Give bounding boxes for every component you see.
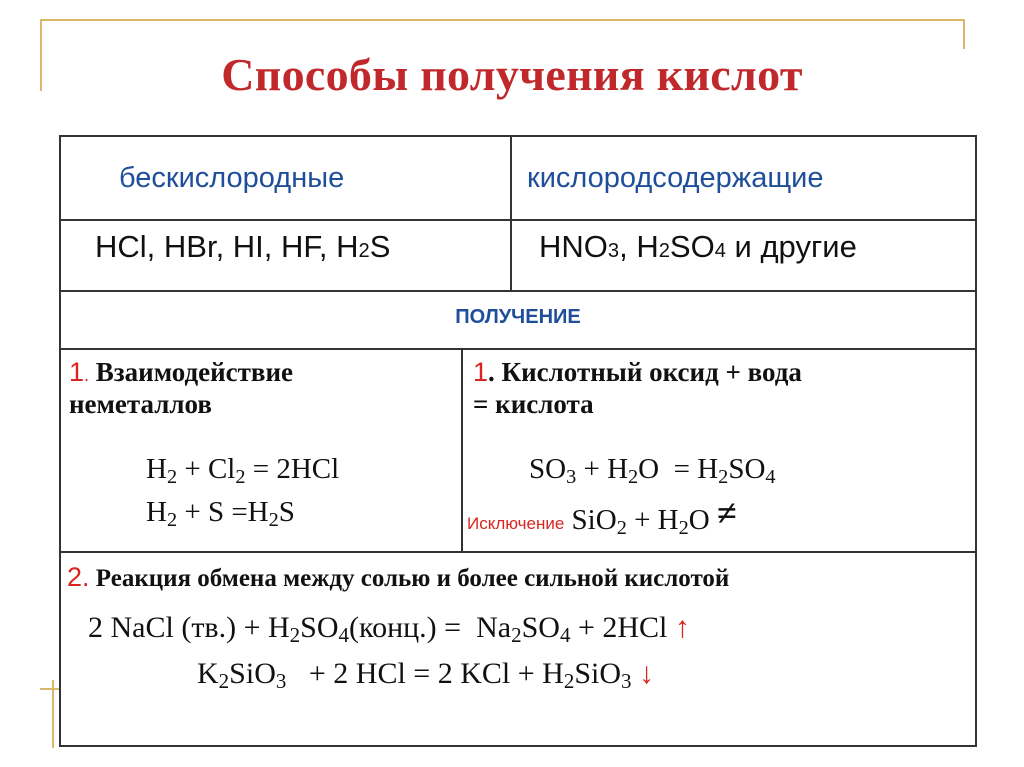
method2-equation-2: K2SiO3 + 2 HCl = 2 KCl + H2SiO3 ↓ [197, 657, 654, 694]
method1b-heading [473, 356, 802, 421]
acid-types-table [59, 135, 977, 292]
frame-line-right [963, 19, 965, 49]
table-divider-horizontal [61, 219, 975, 221]
method1-number: 1 [69, 357, 85, 387]
precipitate-down-arrow: ↓ [639, 657, 654, 690]
section-label: ПОЛУЧЕНИЕ [455, 306, 581, 328]
methods-row [59, 348, 977, 553]
exception-label: Исключение [467, 514, 565, 533]
section-header-row [59, 290, 977, 350]
method1b-heading-line1: . Кислотный оксид + вода [488, 357, 802, 387]
method1-dot: . [84, 365, 90, 385]
method2-row [59, 551, 977, 747]
frame-line-bottom-left-vertical [52, 680, 54, 748]
header-oxygen-containing: кислородсодержащие [527, 162, 824, 194]
examples-oxygen-free [95, 229, 390, 265]
method1b-number: 1 [473, 357, 489, 387]
method2-number: 2. [67, 562, 90, 592]
gas-up-arrow: ↑ [674, 611, 690, 644]
method1b-equation-1: SO3 + H2O = H2SO4 [529, 453, 776, 489]
frame-line-bottom-left [40, 688, 60, 690]
method1-heading-line2: неметаллов [69, 389, 212, 420]
method2-heading-text: Реакция обмена между солью и более сильной кислотой [95, 565, 730, 592]
header-oxygen-free: бескислородные [119, 162, 345, 194]
examples-left-text: HCl, HBr, HI, HF, H2S [95, 229, 391, 264]
method1-heading [69, 356, 293, 421]
method1b-exception: Исключение SiO2 + H2O ≠ [467, 493, 737, 540]
table-divider-vertical [510, 137, 512, 290]
method2-equation-1: 2 NaCl (тв.) + H2SO4(конц.) = Na2SO4 + 2HCl ↑ [88, 611, 690, 648]
method1b-heading-line2: = кислота [473, 389, 594, 420]
examples-right-text: HNO3, H2SO4 и другие [539, 229, 857, 264]
method2-heading [67, 561, 729, 594]
method1-heading-line1: Взаимодействие [95, 357, 294, 387]
examples-oxygen-containing [539, 229, 857, 265]
method1-equation-2: H2 + S =H2S [146, 496, 295, 532]
slide-title: Способы получения кислот [221, 49, 803, 100]
methods-divider-vertical [461, 350, 463, 551]
not-equal-sign: ≠ [716, 493, 737, 533]
method1-equation-1: H2 + Cl2 = 2HCl [146, 453, 340, 489]
frame-line-top [40, 19, 965, 21]
